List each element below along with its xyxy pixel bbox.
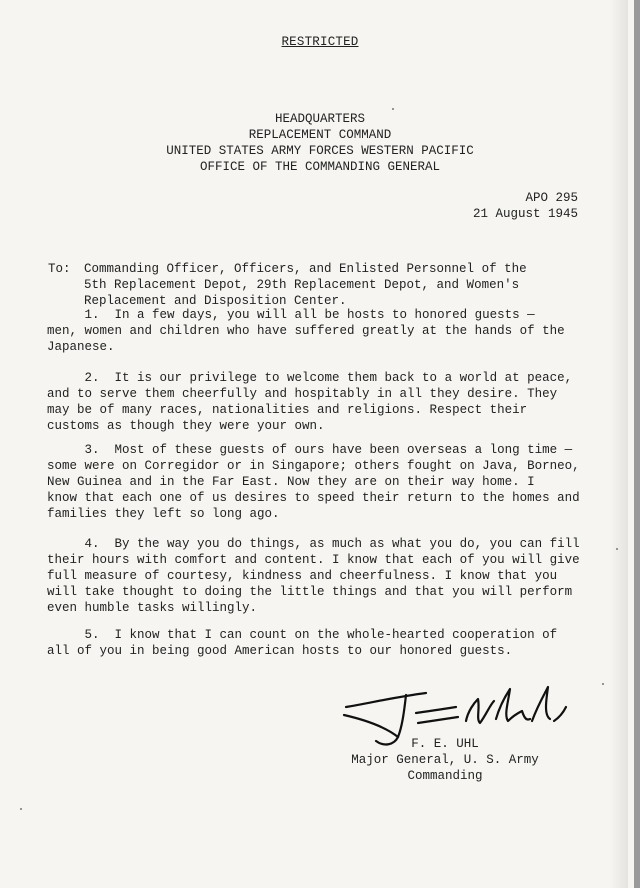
paragraph-line: their hours with comfort and content. I know that each of you will give — [47, 553, 580, 567]
paragraph-line: know that each one of us desires to speed their return to the homes and — [47, 491, 580, 505]
addressee-line: 5th Replacement Depot, 29th Replacement Depot, and Women's — [84, 278, 520, 292]
letter-date: 21 August 1945 — [472, 207, 578, 221]
paragraph-line: 1. In a few days, you will all be hosts to honored guests — — [47, 308, 535, 322]
paragraph-line: even humble tasks willingly. — [47, 601, 258, 615]
paragraph-line: customs as though they were your own. — [47, 419, 325, 433]
paragraph-line: families they left so long ago. — [47, 507, 280, 521]
paragraph-line: and to serve them cheerfully and hospitably in all they desire. They — [47, 387, 558, 401]
letterhead-line-3: UNITED STATES ARMY FORCES WESTERN PACIFIC — [166, 144, 474, 158]
paragraph-3 — [47, 442, 592, 522]
signature-block — [350, 736, 540, 784]
paragraph-2 — [47, 370, 592, 434]
letterhead — [0, 111, 640, 175]
to-label: To: — [48, 262, 71, 276]
paragraph-line: may be of many races, nationalities and religions. Respect their — [47, 403, 528, 417]
addressee-block — [48, 261, 527, 309]
addressee-line: Commanding Officer, Officers, and Enlisted Personnel of the — [84, 262, 527, 276]
signer-name: F. E. UHL — [411, 737, 479, 751]
paragraph-4 — [47, 536, 592, 616]
letterhead-line-4: OFFICE OF THE COMMANDING GENERAL — [199, 160, 441, 174]
paragraph-line: some were on Corregidor or in Singapore; others fought on Java, Borneo, — [47, 459, 580, 473]
paragraph-5 — [47, 627, 592, 659]
letterhead-line-1: HEADQUARTERS — [274, 112, 365, 126]
addressee-line: Replacement and Disposition Center. — [84, 294, 347, 308]
paper-speck — [392, 108, 394, 110]
paragraph-line: 3. Most of these guests of ours have been overseas a long time — — [47, 443, 573, 457]
paragraph-line: will take thought to doing the little things and that you will perform — [47, 585, 573, 599]
paragraph-1 — [47, 307, 592, 355]
paragraph-line: men, women and children who have suffered greatly at the hands of the — [47, 324, 565, 338]
letterhead-line-2: REPLACEMENT COMMAND — [248, 128, 392, 142]
paper-speck — [20, 808, 22, 810]
classification-heading — [0, 35, 640, 49]
apo-number: APO 295 — [525, 191, 578, 205]
paragraph-line: Japanese. — [47, 340, 115, 354]
signer-role: Commanding — [407, 769, 483, 783]
classification-text: RESTRICTED — [281, 35, 359, 49]
paper-speck — [602, 683, 604, 685]
paragraph-line: 4. By the way you do things, as much as what you do, you can fill — [47, 537, 580, 551]
paragraph-line: all of you in being good American hosts to our honored guests. — [47, 644, 513, 658]
paragraph-line: full measure of courtesy, kindness and cheerfulness. I know that you — [47, 569, 558, 583]
signer-title: Major General, U. S. Army — [351, 753, 539, 767]
paragraph-line: New Guinea and in the Far East. Now they are on their way home. I — [47, 475, 535, 489]
paragraph-line: 5. I know that I can count on the whole-hearted cooperation of — [47, 628, 558, 642]
date-block — [473, 190, 578, 222]
paragraph-line: 2. It is our privilege to welcome them back to a world at peace, — [47, 371, 573, 385]
paper-speck — [616, 548, 618, 550]
